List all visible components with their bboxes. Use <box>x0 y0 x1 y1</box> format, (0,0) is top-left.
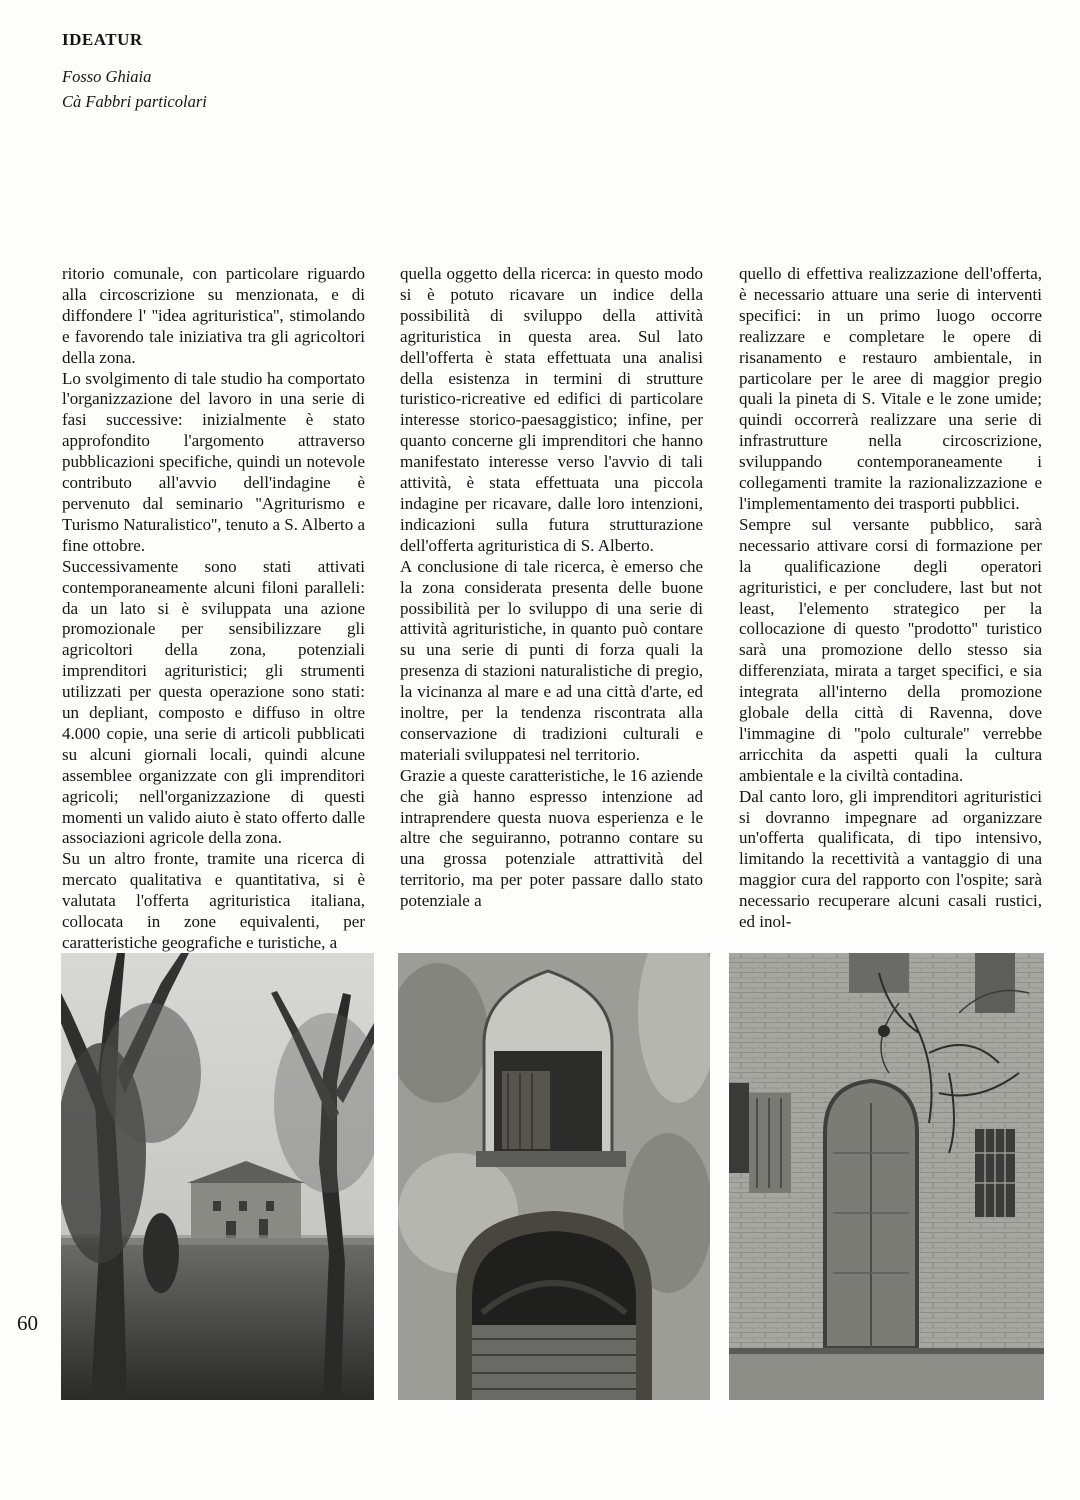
caption-line-2: Cà Fabbri particolari <box>62 92 207 111</box>
text-column-2 <box>400 264 703 912</box>
paragraph: Grazie a queste caratteristiche, le 16 aziende che già hanno espresso intenzione ad intraprendere questa nuova esperienza e le altre che seguiranno, potranno contare su una grossa potenziale attrattività del territorio, ma per poter passare dallo stato potenziale a <box>400 765 703 911</box>
text-column-1 <box>62 264 365 954</box>
paragraph: quello di effettiva realizzazione dell'offerta, è necessario attuare una serie di interventi specifici: in un primo luogo occorre realizzare e completare le opere di risanamento e restauro ambientale, in particolare per le aree di maggior pregio quali la pineta di S. Vitale e le zone umide; quindi occorrerà realizzare una serie di infrastrutture nella circoscrizione, sviluppando contemporaneamente i collegamenti tramite la razionalizzazione e l'implementamento dei trasporti pubblici. <box>739 264 1042 513</box>
paragraph: Sempre sul versante pubblico, sarà necessario attivare corsi di formazione per la qualificazione degli operatori agrituristici, e per concludere, last but not least, l'elemento strategico per la collocazione di questo ''prodotto'' turistico sarà una promozione dello stesso sia differenziata, mirata a target specifici, e sia integrata all'interno della promozione globale della città di Ravenna, dove l'immagine di ''polo culturale'' verrebbe arricchita da aspetti quali la cultura ambientale e la civiltà contadina. <box>739 514 1042 785</box>
page-number: 60 <box>17 1311 38 1335</box>
photo-gothic-window <box>398 953 710 1400</box>
photo-brick-doorway <box>729 953 1044 1400</box>
photo-farmhouse-trees <box>61 953 374 1400</box>
page-header <box>62 30 207 114</box>
brand-title: IDEATUR <box>62 30 143 49</box>
paragraph: A conclusione di tale ricerca, è emerso che la zona considerata presenta delle buone possibilità per lo sviluppo di una serie di attività agrituristiche, in quanto può contare su una serie di punti di forza quali la presenza di stazioni naturalistiche di pregio, la vicinanza al mare e ad una città d'arte, ed inoltre, per la tendenza riscontrata alla conservazione di tradizioni culturali e materiali sviluppatesi nel territorio. <box>400 556 703 764</box>
paragraph: Su un altro fronte, tramite una ricerca di mercato qualitativa e quantitativa, si è valutata l'offerta agrituristica italiana, collocata in zone equivalenti, per caratteristiche geografiche e turistiche, a <box>62 849 365 952</box>
text-column-3 <box>739 264 1042 933</box>
photo-caption <box>62 64 207 114</box>
paragraph: ritorio comunale, con particolare riguardo alla circoscrizione su menzionata, e di diffondere l' ''idea agrituristica'', stimolando e favorendo tale iniziativa tra gli agricoltori della zona. <box>62 264 365 367</box>
paragraph: Successivamente sono stati attivati contemporaneamente alcuni filoni paralleli: da un lato si è sviluppata una azione promozionale per sensibilizzare gli agricoltori della zona, potenziali imprenditori agrituristici; gli strumenti utilizzati per questa operazione sono stati: un depliant, composto e diffuso in oltre 4.000 copie, una serie di articoli pubblicati su alcuni giornali locali, quindi alcune assemblee organizzate con gli imprenditori agricoli; nell'organizzazione di questi momenti un valido aiuto è stato offerto dalle associazioni agricole della zona. <box>62 556 365 848</box>
paragraph: Dal canto loro, gli imprenditori agrituristici si dovranno impegnare ad organizzare un'offerta qualificata, di tipo intensivo, limitando la recettività a vantaggio di una maggior cura del rapporto con l'ospite; sarà necessario recuperare alcuni casali rustici, ed inol- <box>739 786 1042 932</box>
paragraph: quella oggetto della ricerca: in questo modo si è potuto ricavare un indice della possibilità di sviluppo della attività agrituristica in questa area. Sul lato dell'offerta è stata effettuata una analisi della esistenza in termini di strutture turistico-ricreative ed edifici di particolare interesse storico-paesaggistico; infine, per quanto concerne gli imprenditori che hanno manifestato interesse verso l'avvio di tali attività, è stata effettuata una piccola indagine per ricavare, dalle loro intenzioni, indicazioni sulla futura strutturazione dell'offerta agrituristica di S. Alberto. <box>400 264 703 555</box>
caption-line-1: Fosso Ghiaia <box>62 67 152 86</box>
paragraph: Lo svolgimento di tale studio ha comportato l'organizzazione del lavoro in una serie di fasi successive: inizialmente è stato approfondito l'argomento attraverso pubblicazioni specifiche, quindi un notevole contributo all'avvio dell'indagine è pervenuto dal seminario ''Agriturismo e Turismo Naturalistico'', tenuto a S. Alberto a fine ottobre. <box>62 368 365 555</box>
